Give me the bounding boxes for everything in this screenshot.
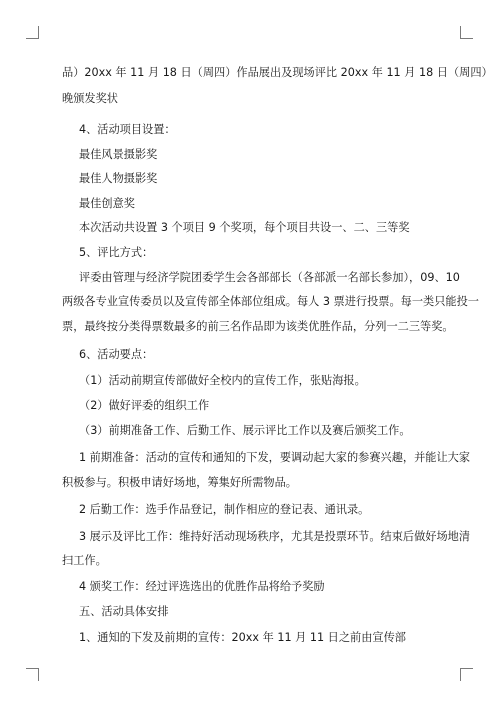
text-line: 1、通知的下发及前期的宣传：20xx 年 11 月 11 日之前由宣传部 <box>79 631 406 644</box>
list-item: （3）前期准备工作、后勤工作、展示评比工作以及赛后颁奖工作。 <box>79 424 411 437</box>
text-line: 2 后勤工作：选手作品登记，制作相应的登记表、通讯录。 <box>79 503 370 516</box>
text-line: 票，最终按分类得票数最多的前三名作品即为该类优胜作品，分列一二三等奖。 <box>62 320 454 333</box>
text-line: 评委由管理与经济学院团委学生会各部部长（各部派一名部长参加），09、10 <box>79 271 460 284</box>
text-line: 1 前期准备：活动的宣传和通知的下发，要调动起大家的参赛兴趣，并能让大家 <box>79 451 471 464</box>
section-heading: 五、活动具体安排 <box>79 605 169 618</box>
section-heading: 4、活动项目设置： <box>79 123 176 136</box>
text-line: 本次活动共设置 3 个项目 9 个奖项，每个项目共设一、二、三等奖 <box>79 221 410 234</box>
text-line: 4 颁奖工作：经过评选选出的优胜作品将给予奖励 <box>79 580 325 593</box>
crop-mark-top-right <box>460 26 473 39</box>
crop-mark-bottom-left <box>26 668 39 681</box>
list-item: （1）活动前期宣传部做好全校内的宣传工作，张贴海报。 <box>79 374 366 387</box>
list-item: 最佳创意奖 <box>79 197 135 210</box>
text-line: 两级各专业宣传委员以及宣传部全体部位组成。每人 3 票进行投票。每一类只能投一 <box>62 295 479 308</box>
text-line: 品）20xx 年 11 月 18 日（周四）作品展出及现场评比 20xx 年 11 月 18 日（周四） <box>62 66 493 79</box>
crop-mark-bottom-right <box>460 668 473 681</box>
text-line: 3 展示及评比工作：维持好活动现场秩序，尤其是投票环节。结束后做好场地清 <box>79 530 471 543</box>
list-item: （2）做好评委的组织工作 <box>79 399 210 412</box>
list-item: 最佳人物摄影奖 <box>79 172 158 185</box>
section-heading: 6、活动要点： <box>79 348 154 361</box>
text-line: 扫工作。 <box>62 554 107 567</box>
list-item: 最佳风景摄影奖 <box>79 148 158 161</box>
crop-mark-top-left <box>26 26 39 39</box>
section-heading: 5、评比方式： <box>79 246 154 259</box>
text-line: 积极参与。积极申请好场地，筹集好所需物品。 <box>62 476 297 489</box>
text-line: 晚颁发奖状 <box>62 92 118 105</box>
